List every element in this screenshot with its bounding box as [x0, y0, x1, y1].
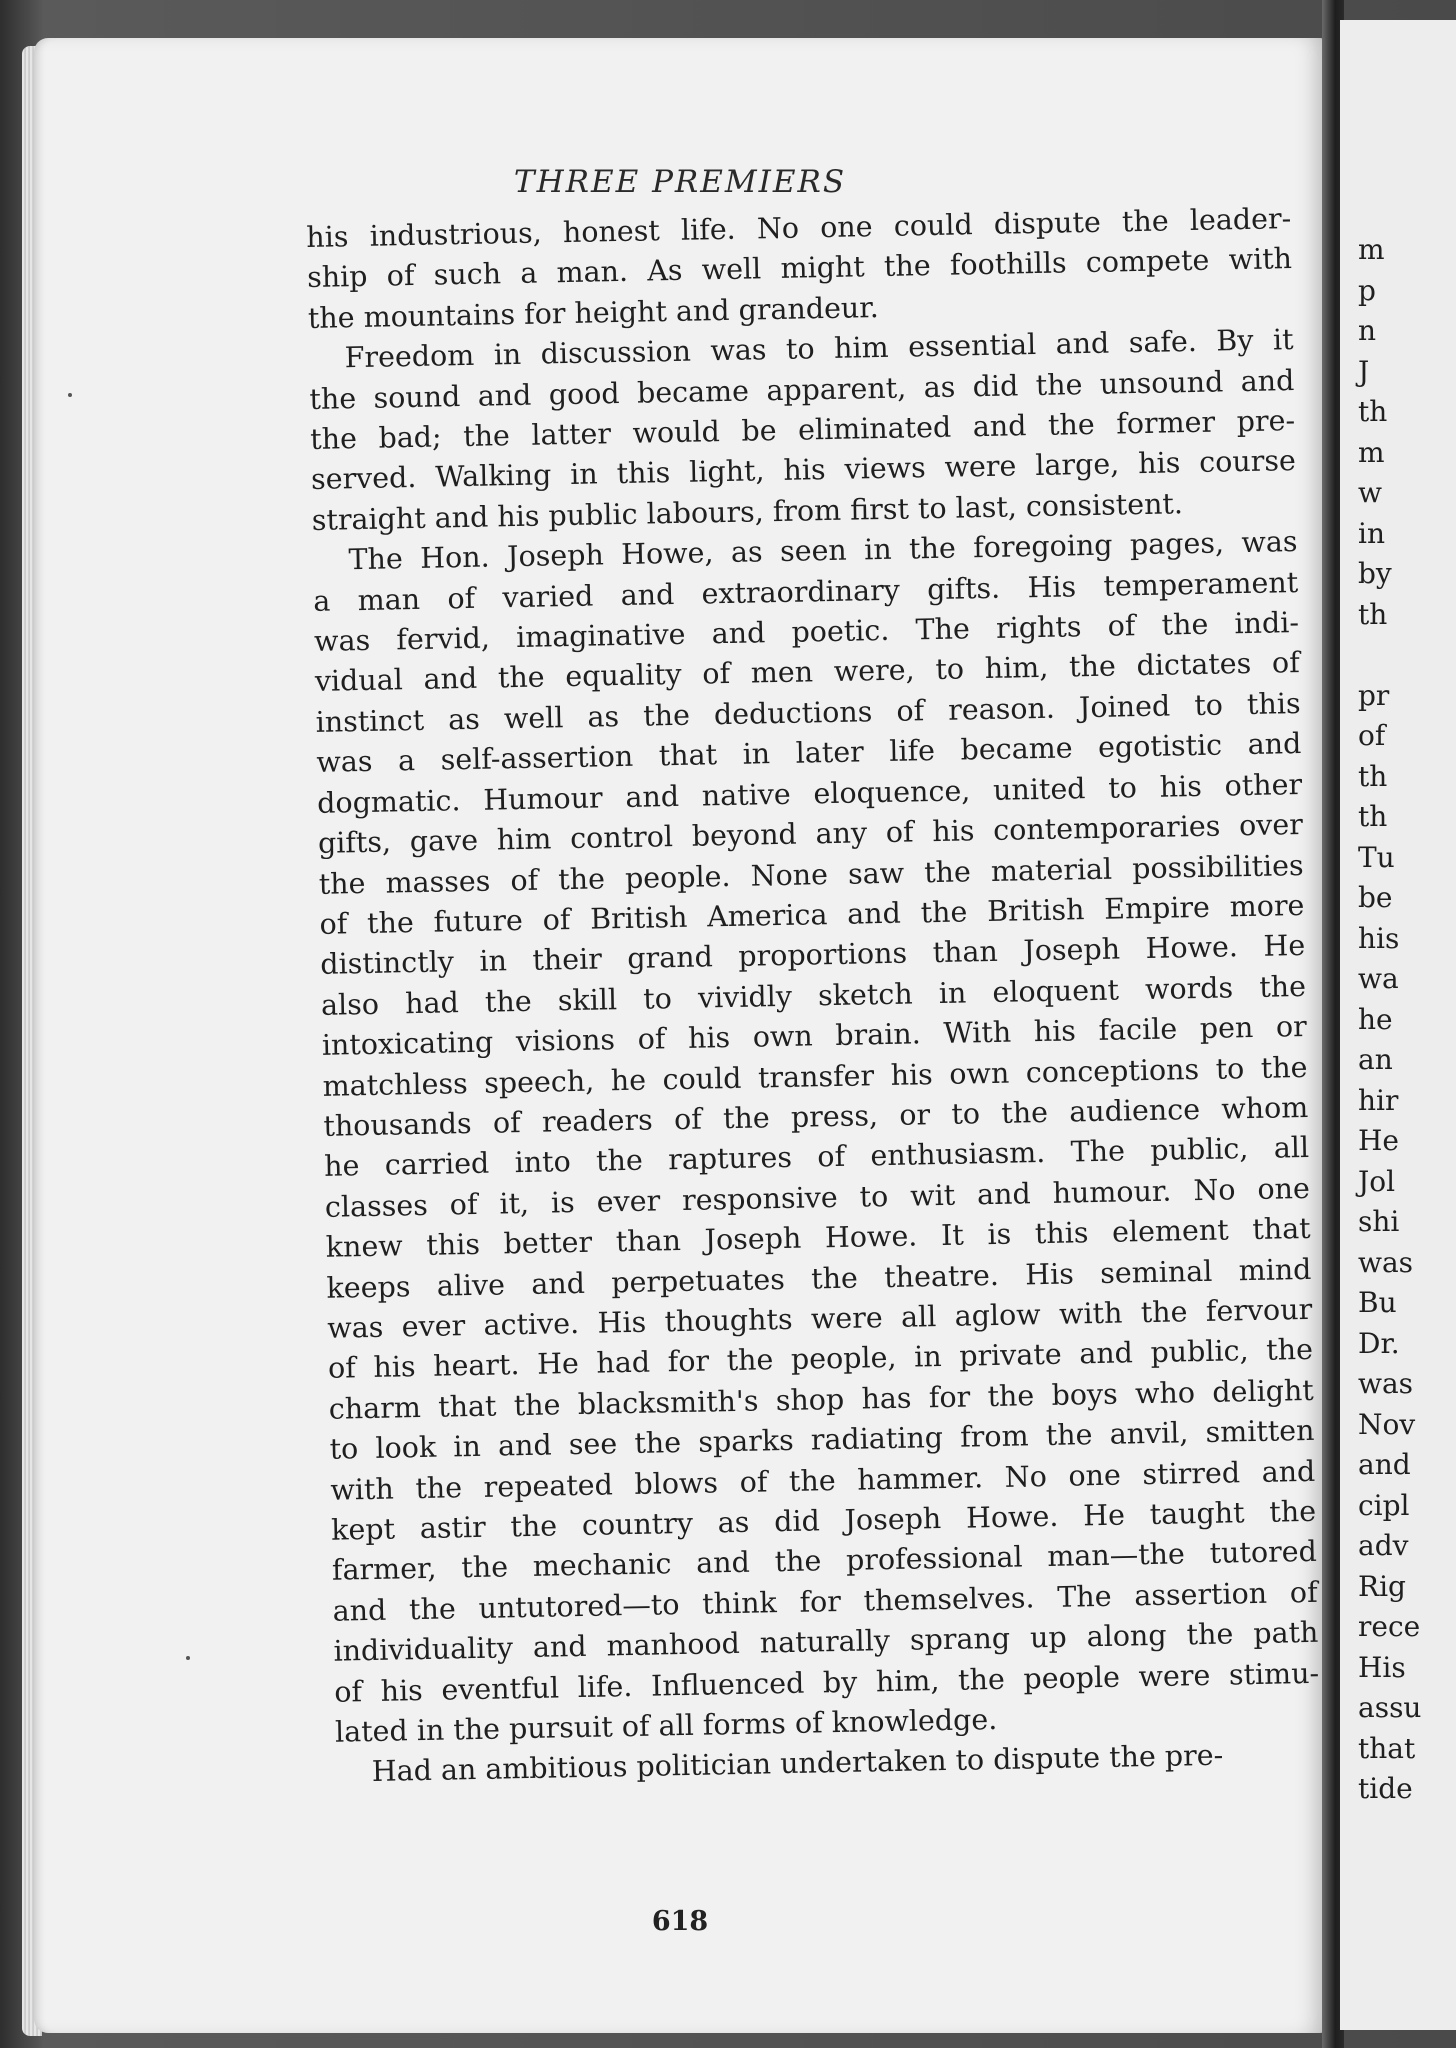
facing-line-fragment: Tu — [1358, 840, 1395, 874]
facing-line-fragment: w — [1358, 476, 1382, 509]
facing-line-fragment: Nov — [1358, 1407, 1416, 1441]
facing-line-fragment: he — [1358, 1002, 1393, 1036]
text-line: the sound and good became apparent, as did the unsound and — [309, 363, 1295, 416]
facing-line-fragment: was — [1358, 1245, 1414, 1279]
facing-line-fragment: was — [1358, 1367, 1414, 1400]
text-line: classes of it, is ever responsive to wit and humour. No one — [324, 1171, 1311, 1224]
text-line: also had the skill to vividly sketch in eloquent words the — [320, 969, 1307, 1022]
page-number: 618 — [651, 1906, 709, 1937]
text-line: charm that the blacksmith's shop has for the boys who delight — [328, 1373, 1315, 1426]
speck-mark — [68, 393, 72, 397]
text-line: lated in the pursuit of all forms of knowledge. — [334, 1703, 998, 1749]
facing-line-fragment: His — [1358, 1650, 1406, 1684]
text-line: ship of such a man. As well might the foothills compete with — [306, 242, 1293, 295]
text-line: kept astir the country as did Joseph Howe. He taught the — [330, 1494, 1317, 1547]
text-line: farmer, the mechanic and the professional man—the tutored — [331, 1535, 1318, 1588]
facing-line-fragment: his — [1358, 921, 1400, 955]
text-line: Freedom in discussion was to him essential and safe. By it — [344, 323, 1294, 375]
text-line: intoxicating visions of his own brain. With his facile pen or — [321, 1010, 1308, 1062]
speck-mark — [186, 1656, 190, 1660]
text-line: of his heart. He had for the people, in private and public, the — [327, 1333, 1314, 1386]
text-line: gifts, gave him control beyond any of his contemporaries over — [317, 808, 1304, 860]
text-line: matchless speech, he could transfer his own conceptions to the — [322, 1050, 1308, 1103]
text-line: with the repeated blows of the hammer. No one stirred and — [330, 1454, 1316, 1507]
paragraph — [312, 522, 1320, 1753]
facing-line-fragment: of — [1358, 719, 1386, 752]
text-line: the bad; the latter would be eliminated and the former pre- — [309, 404, 1296, 456]
facing-line-fragment: Rig — [1358, 1569, 1406, 1603]
facing-line-fragment: tide — [1358, 1772, 1413, 1805]
text-line: the mountains for height and grandeur. — [307, 290, 880, 335]
text-line: he carried into the raptures of enthusiasm. The public, all — [323, 1131, 1310, 1184]
facing-line-fragment: th — [1358, 759, 1388, 793]
text-line: distinctly in their grand proportions than Joseph Howe. He — [320, 929, 1306, 982]
text-line: dogmatic. Humour and native eloquence, united to his other — [316, 767, 1303, 820]
facing-page — [1340, 20, 1456, 2030]
text-line: was fervid, imaginative and poetic. The rights of the indi- — [313, 606, 1300, 658]
text-line: individuality and manhood naturally sprang up along the path — [333, 1616, 1319, 1668]
running-head: THREE PREMIERS — [513, 164, 847, 200]
text-line: his industrious, honest life. No one could dispute the leader- — [306, 202, 1292, 254]
text-line: straight and his public labours, from first to last, consistent. — [311, 487, 1184, 537]
text-line: Had an ambitious politician undertaken to dispute the pre- — [371, 1739, 1224, 1789]
facing-page-text — [1358, 230, 1421, 1810]
facing-line-fragment: Dr. — [1358, 1326, 1400, 1360]
facing-line-fragment: that — [1358, 1731, 1416, 1765]
text-line: the masses of the people. None saw the material possibilities — [318, 848, 1304, 901]
text-line: instinct as well as the deductions of reason. Joined to this — [315, 686, 1301, 739]
text-line: keeps alive and perpetuates the theatre. His seminal mind — [326, 1252, 1312, 1305]
facing-line-fragment: and — [1358, 1448, 1411, 1481]
text-line: The Hon. Joseph Howe, as seen in the foregoing pages, was — [348, 525, 1298, 577]
text-line: of the future of British America and the British Empire more — [319, 888, 1305, 941]
facing-line-fragment: Bu — [1358, 1286, 1397, 1319]
text-line: of his eventful life. Influenced by him, the people were stimu- — [333, 1656, 1320, 1709]
facing-line-fragment: cipl — [1358, 1488, 1410, 1522]
facing-line-fragment: an — [1358, 1043, 1393, 1076]
facing-line-fragment: th — [1358, 800, 1388, 833]
facing-line-fragment: wa — [1358, 962, 1399, 995]
text-line: a man of varied and extraordinary gifts. His temperament — [313, 565, 1299, 618]
facing-line-fragment: th — [1358, 395, 1388, 428]
text-line: was a self-assertion that in later life became egotistic and — [316, 727, 1302, 780]
facing-line-fragment: rece — [1358, 1610, 1421, 1643]
facing-line-fragment: He — [1358, 1124, 1399, 1157]
text-line: to look in and see the sparks radiating from the anvil, smitten — [329, 1414, 1315, 1466]
text-line: and the untutored—to think for themselves. The assertion of — [332, 1575, 1318, 1628]
text-line: served. Walking in this light, his views were large, his course — [310, 444, 1297, 497]
facing-line-fragment: hir — [1358, 1083, 1399, 1117]
facing-line-fragment: adv — [1358, 1529, 1409, 1562]
facing-line-fragment: Jol — [1358, 1164, 1396, 1198]
facing-line-fragment: p — [1358, 273, 1376, 307]
text-line: vidual and the equality of men were, to him, the dictates of — [314, 646, 1301, 699]
text-line: thousands of readers of the press, or to the audience whom — [323, 1090, 1309, 1143]
facing-line-fragment: in — [1358, 516, 1385, 550]
facing-line-fragment: be — [1358, 881, 1393, 914]
paragraph — [308, 320, 1297, 541]
left-page — [34, 38, 1326, 2033]
facing-line-fragment — [1358, 635, 1421, 676]
paragraph — [306, 199, 1293, 339]
facing-line-fragment: assu — [1358, 1691, 1422, 1724]
facing-line-fragment: m — [1358, 435, 1385, 469]
facing-line-fragment: shi — [1358, 1205, 1400, 1238]
text-line: was ever active. His thoughts were all aglow with the fervour — [327, 1292, 1313, 1345]
facing-line-fragment: th — [1358, 597, 1388, 631]
facing-line-fragment: n — [1358, 314, 1377, 347]
facing-line-fragment: J — [1358, 354, 1370, 388]
facing-line-fragment: by — [1358, 557, 1392, 590]
body-text — [306, 199, 1321, 1793]
text-line: knew this better than Joseph Howe. It is this element that — [325, 1212, 1311, 1264]
facing-line-fragment: pr — [1358, 678, 1390, 712]
facing-line-fragment: m — [1358, 233, 1385, 266]
